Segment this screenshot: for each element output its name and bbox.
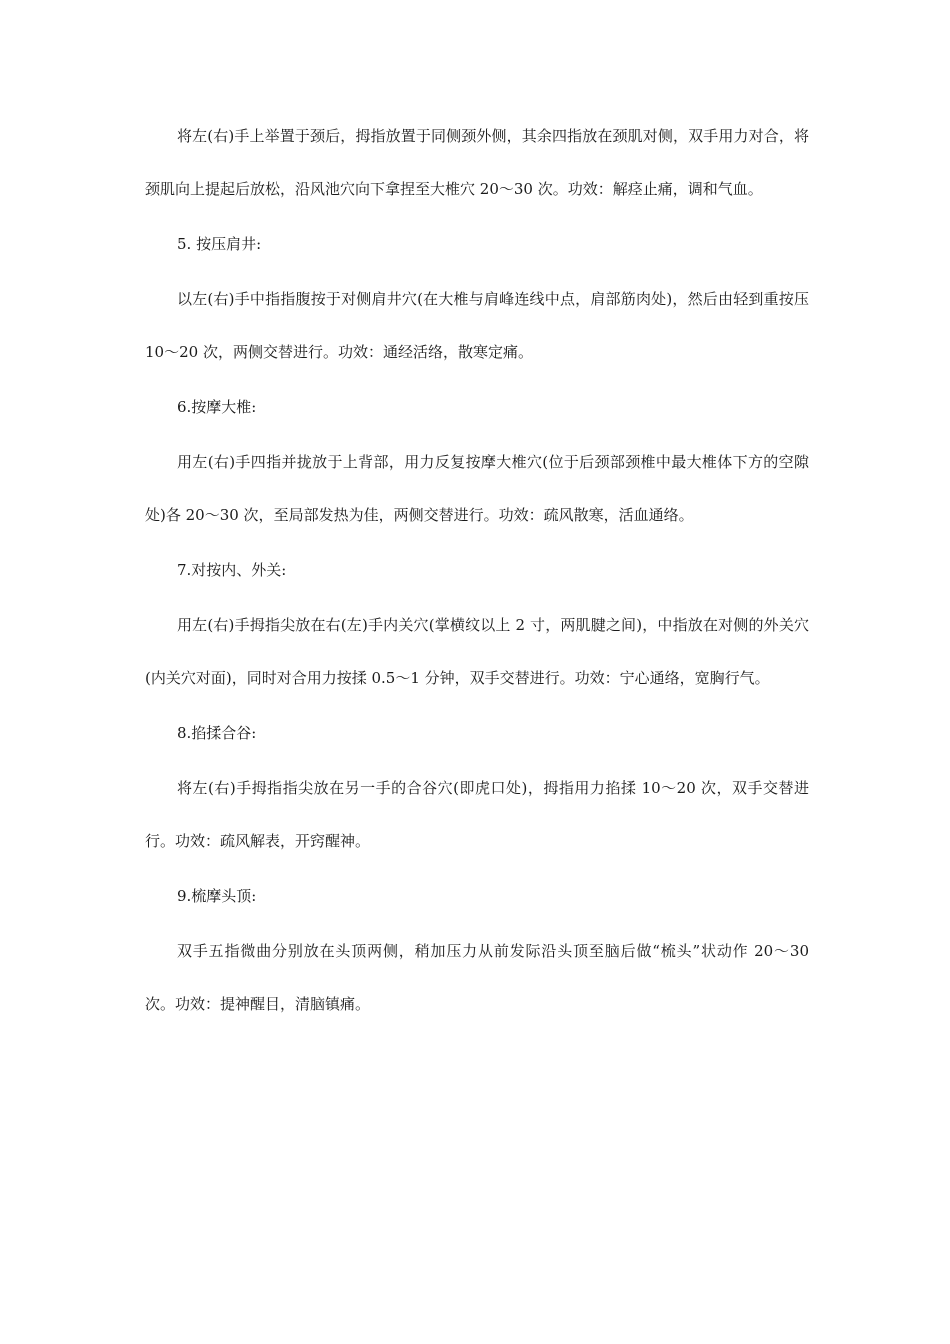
paragraph-neiguan-waiguan: 用左(右)手拇指尖放在右(左)手内关穴(掌横纹以上 2 寸，两肌腱之间)，中指放在对侧的外关穴(内关穴对面)，同时对合用力按揉 0.5～1 分钟，双手交替进行。功效：宁心通络，宽胸行气。 [145, 616, 809, 687]
document-page [145, 110, 809, 1031]
heading-neiguan-waiguan: 7.对按内、外关: [177, 561, 287, 579]
heading-scalp: 9.梳摩头顶: [177, 887, 257, 905]
paragraph-scalp: 双手五指微曲分别放在头顶两侧，稍加压力从前发际沿头顶至脑后做“梳头”状动作 20～30 次。功效：提神醒目，清脑镇痛。 [145, 942, 809, 1013]
heading-shoulder-well: 5. 按压肩井: [177, 235, 262, 253]
paragraph-neck-grasp: 将左(右)手上举置于颈后，拇指放置于同侧颈外侧，其余四指放在颈肌对侧，双手用力对合，将颈肌向上提起后放松，沿风池穴向下拿捏至大椎穴 20～30 次。功效：解痉止痛，调和气血。 [145, 127, 809, 198]
heading-hegu: 8.掐揉合谷: [177, 724, 257, 742]
paragraph-hegu: 将左(右)手拇指指尖放在另一手的合谷穴(即虎口处)，拇指用力掐揉 10～20 次，双手交替进行。功效：疏风解表，开窍醒神。 [145, 779, 809, 850]
paragraph-shoulder-well: 以左(右)手中指指腹按于对侧肩井穴(在大椎与肩峰连线中点，肩部筋肉处)，然后由轻到重按压 10～20 次，两侧交替进行。功效：通经活络，散寒定痛。 [145, 290, 809, 361]
paragraph-dazhui: 用左(右)手四指并拢放于上背部，用力反复按摩大椎穴(位于后颈部颈椎中最大椎体下方的空隙处)各 20～30 次，至局部发热为佳，两侧交替进行。功效：疏风散寒，活血通络。 [145, 453, 809, 524]
heading-dazhui: 6.按摩大椎: [177, 398, 257, 416]
